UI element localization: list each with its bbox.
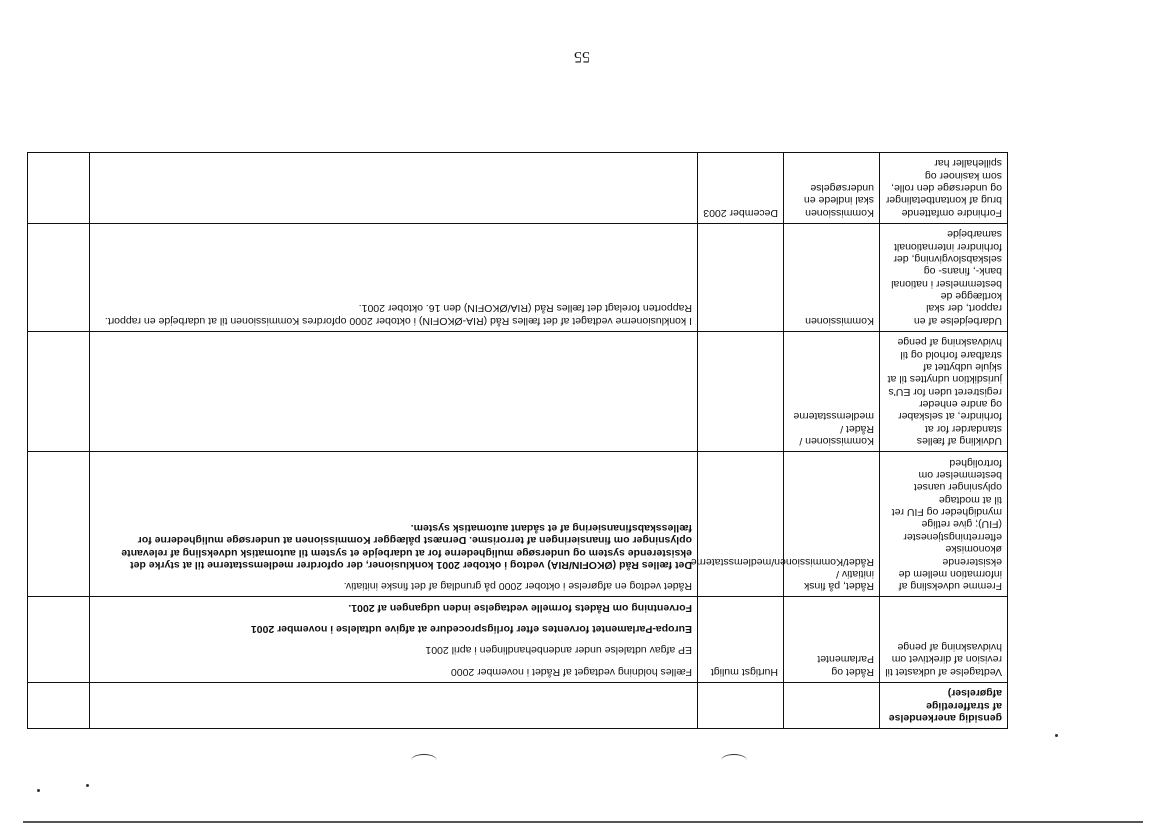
- table-body: [28, 153, 1008, 729]
- action-plan-table: [27, 152, 1008, 729]
- status-notes-cell: [90, 153, 698, 224]
- deadline-cell: [698, 682, 784, 728]
- empty-cell: [28, 597, 90, 683]
- measure-cell: Fremme udveksling af information mellem de eksisterende økonomiske efterretningstjenester (FIU); give retlige myndigheder og FIU ret til at modtage oplysninger uanset bestemmelser om fortrolighed: [880, 452, 1008, 597]
- responsible-cell: Rådet og Parlamentet: [784, 597, 880, 683]
- measure-cell: Udvikling af fælles standarder for at forhindre, at selskaber og andre enheder registreret uden for EU's jurisdiktion udnyttes til at skjule udbyttet af strafbare forhold og til hvidvaskning af penge: [880, 331, 1008, 451]
- table-row: [28, 331, 1008, 451]
- responsible-cell: Rådet, på finsk initiativ / Rådet/Kommissionen/medlemsstaterne: [784, 452, 880, 597]
- responsible-cell: [784, 682, 880, 728]
- table-row: [28, 452, 1008, 597]
- punch-mark: [721, 754, 747, 767]
- status-note: Rådet vedtog en afgørelse i oktober 2000 på grundlag af det finske initiativ.: [343, 580, 692, 593]
- responsible-cell: Kommissionen / Rådet / medlemsstaterne: [784, 331, 880, 451]
- deadline-cell: [698, 452, 784, 597]
- responsible-cell: Kommissionen skal indlede en undersøgelse: [784, 153, 880, 224]
- measure-cell: Udarbejdelse af en rapport, der skal kortlægge de bestemmelser i national bank-, finans- og selskabslovgivning, der forhindrer internationalt samarbejde: [880, 223, 1008, 331]
- empty-cell: [28, 452, 90, 597]
- status-note: Europa-Parlamentet forventes efter forligsprocedure at afgive udtalelse i november 2001: [250, 623, 692, 636]
- empty-cell: [28, 223, 90, 331]
- status-notes-cell: [90, 597, 698, 683]
- table-row: [28, 682, 1008, 728]
- scan-speck: [86, 784, 89, 787]
- status-notes-cell: [90, 682, 698, 728]
- empty-cell: [28, 682, 90, 728]
- table-row: [28, 153, 1008, 224]
- status-note: Det fælles Råd (ØKOFIN/RIA) vedtog i oktober 2001 konklusioner, der opfordrer medlemsstaterne til at styrke det eksisterende system og undersøge mulighederne for at udarbejde et system til automatisk udveksling af relevante oplysninger om finansieringen af terrorisme. Dernæst pålægger Kommissionen at undersøge mulighederne for fællesskabsfinansiering af et sådant automatisk system.: [121, 521, 692, 571]
- status-notes-cell: [90, 452, 698, 597]
- measure-cell: Forhindre omfattende brug af kontantbetalinger og undersøge den rolle, som kasinoer og spillehaller har: [880, 153, 1008, 224]
- page-number: 55: [574, 48, 590, 65]
- scan-speck: [1055, 734, 1058, 737]
- measure-cell: gensidig anerkendelse af strafferetlige afgørelser): [880, 682, 1008, 728]
- table-row: [28, 223, 1008, 331]
- status-notes-cell: [90, 331, 698, 451]
- empty-cell: [28, 331, 90, 451]
- scan-speck: [37, 789, 40, 792]
- deadline-cell: [698, 331, 784, 451]
- responsible-cell: Kommissionen: [784, 223, 880, 331]
- punch-mark: [411, 754, 437, 767]
- measure-cell: Vedtagelse af udkastet til revision af direktivet om hvidvaskning af penge: [880, 597, 1008, 683]
- status-note: Fælles holdning vedtaget af Rådet i november 2000: [450, 665, 692, 678]
- status-note: I konklusionerne vedtaget af det fælles Råd (RIA-ØKOFIN) i oktober 2000 opfordres Kommissionen til at udarbejde en rapport. Rapporten forelagt det fælles Råd (RIA/ØKOFIN) den 16. oktober 2001.: [104, 302, 692, 327]
- deadline-cell: Hurtigst muligt: [698, 597, 784, 683]
- scan-edge-line: [23, 821, 1143, 823]
- empty-cell: [28, 153, 90, 224]
- deadline-cell: [698, 223, 784, 331]
- table-row: [28, 597, 1008, 683]
- status-note: Forventning om Rådets formelle vedtagelse inden udgangen af 2001.: [348, 601, 692, 614]
- status-note: EP afgav udtalelse under andenbehandlingen i april 2001: [425, 644, 692, 657]
- status-notes-cell: [90, 223, 698, 331]
- deadline-cell: December 2003: [698, 153, 784, 224]
